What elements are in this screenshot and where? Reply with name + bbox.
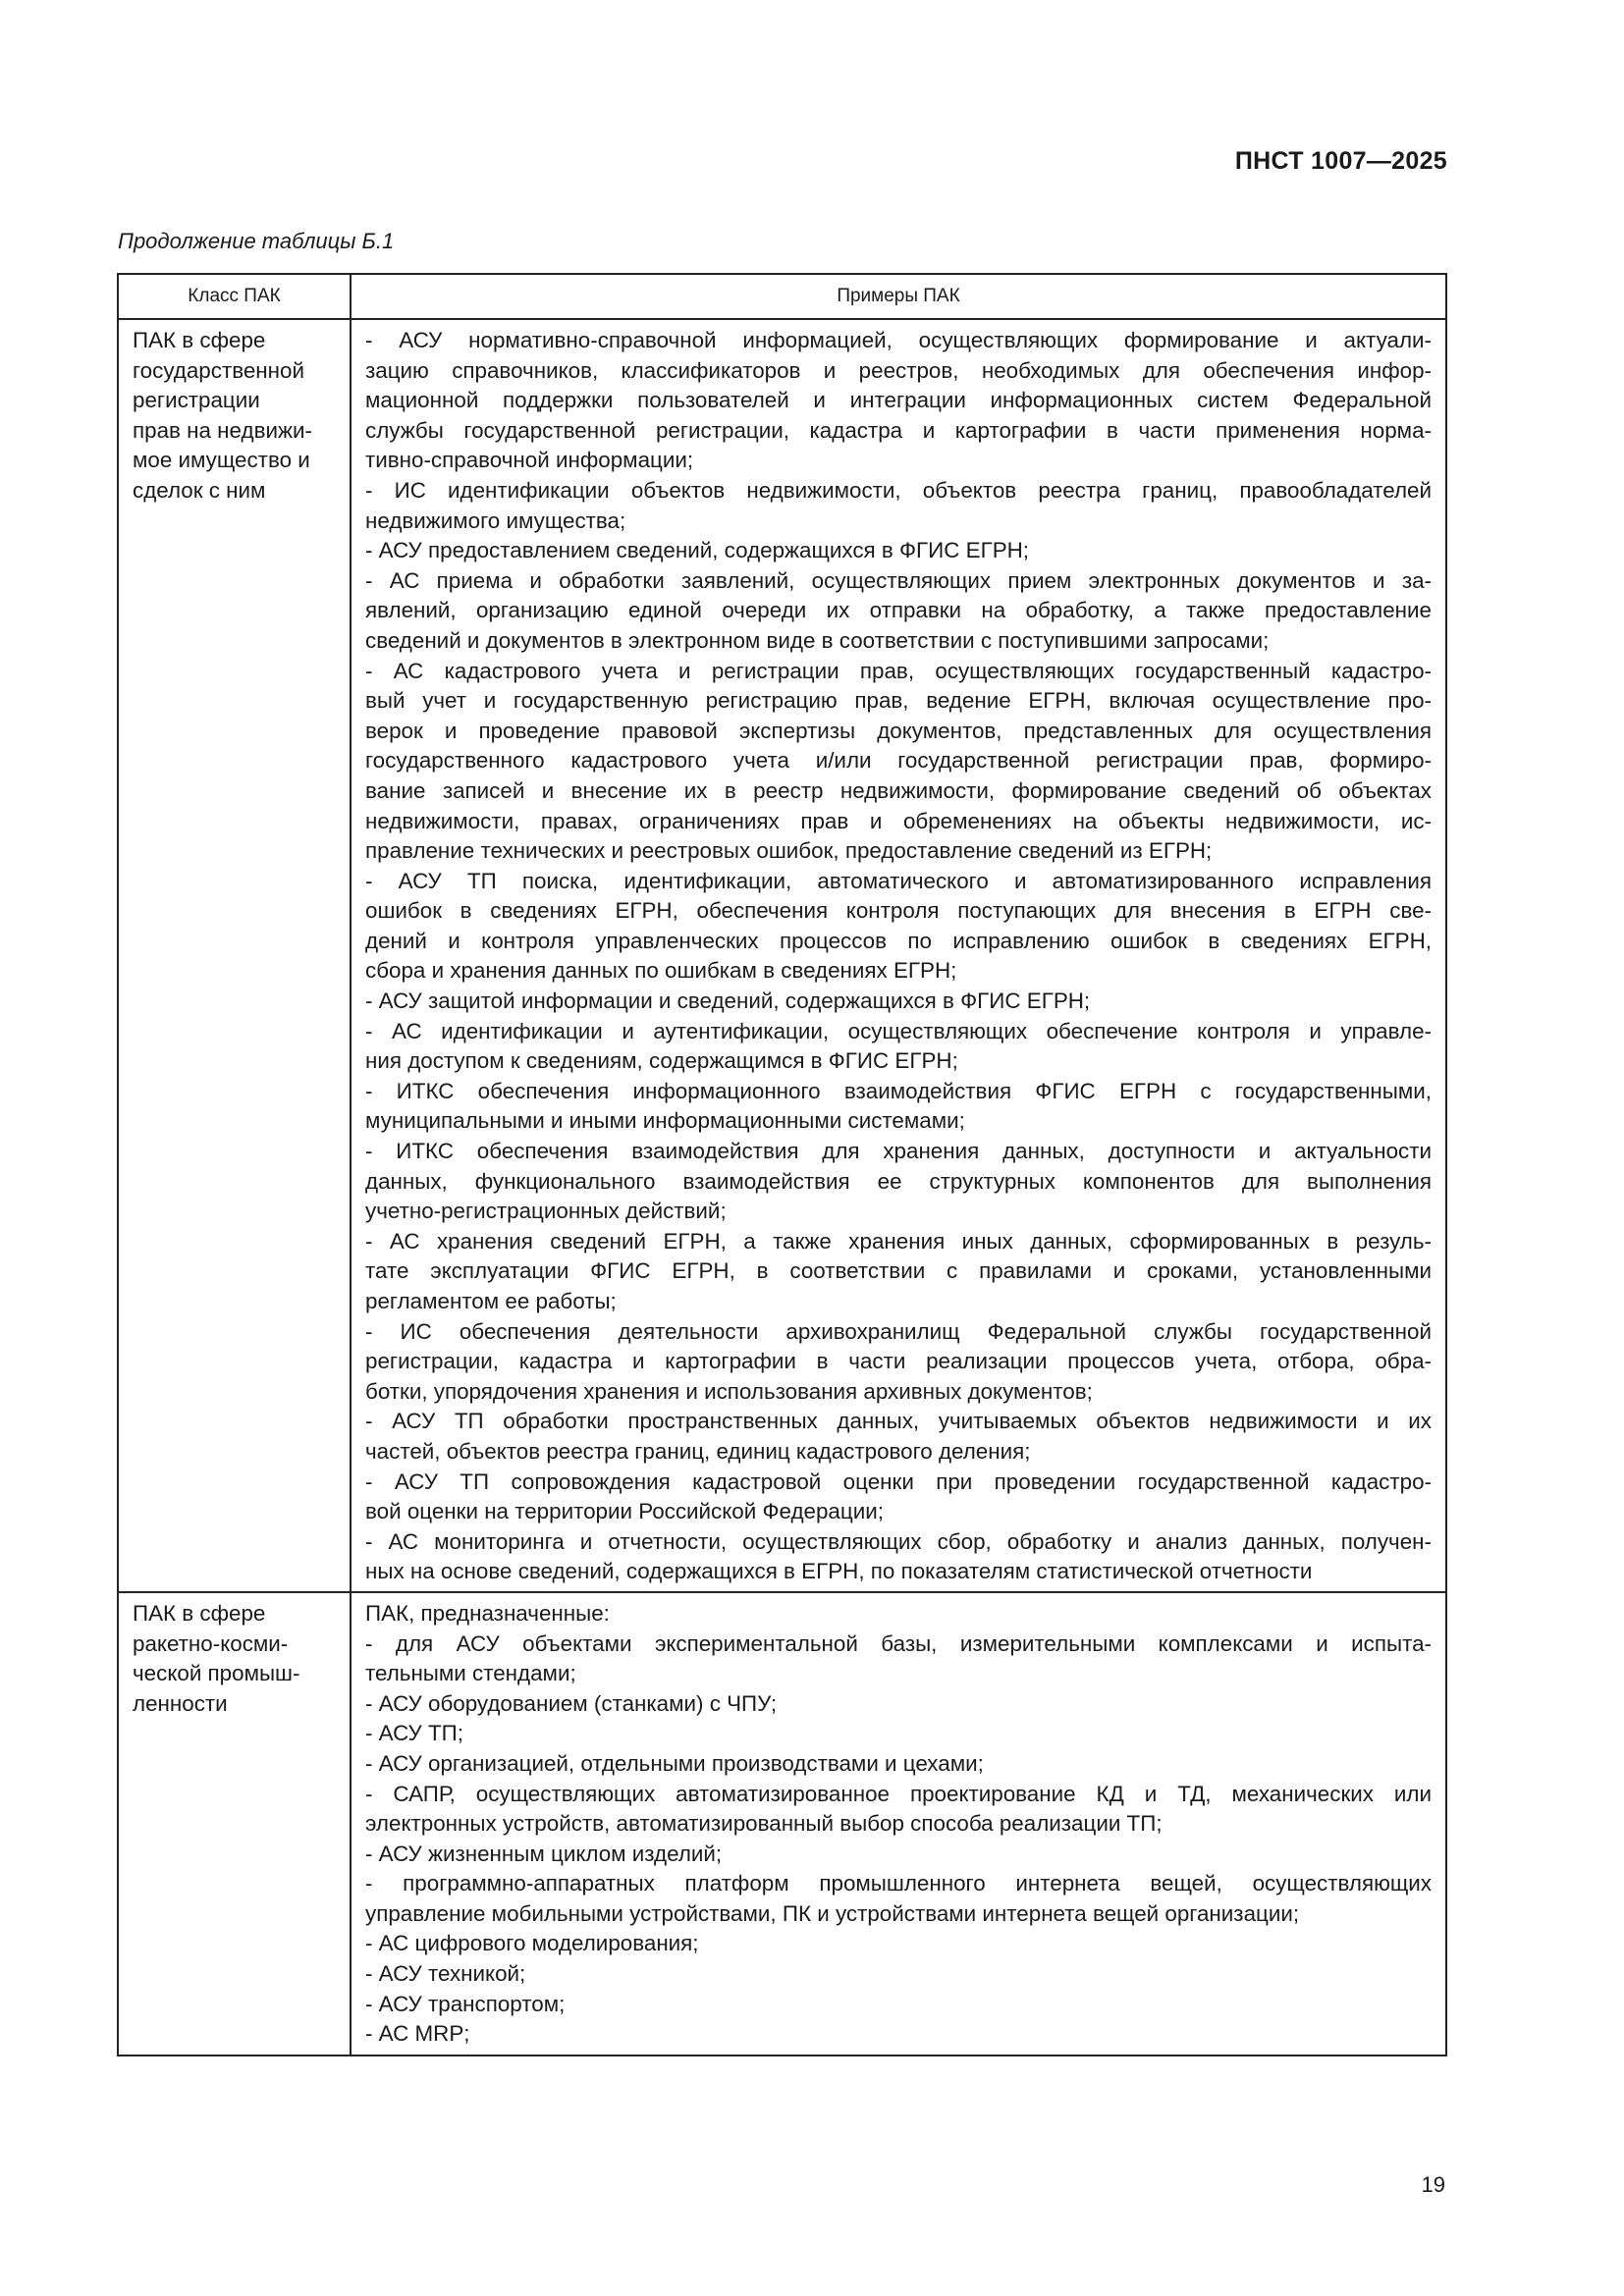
cell-text-line: - АС хранения сведений ЕГРН, а также хранения иных данных, сформированных в резуль- [365, 1228, 1432, 1254]
column-header-class: Класс ПАК [118, 274, 351, 319]
cell-text-line: ошибок в сведениях ЕГРН, обеспечения контроля поступающих для внесения в ЕГРН све- [365, 898, 1432, 924]
cell-text-line: регламентом ее работы; [365, 1289, 617, 1313]
cell-text-line: - ИТКС обеспечения информационного взаимодействия ФГИС ЕГРН с государственными, [365, 1078, 1432, 1103]
cell-text-line: явлений, организацию единой очереди их отправки на обработку, а также предоставление [365, 598, 1432, 623]
cell-text-line: ния доступом к сведениям, содержащимся в ФГИС ЕГРН; [365, 1048, 958, 1074]
cell-text-line: данных, функционального взаимодействия ее структурных компонентов для выполнения [365, 1168, 1432, 1194]
cell-text-line: вой оценки на территории Российской Федерации; [365, 1499, 884, 1524]
table-row [118, 319, 1446, 1592]
cell-text-line: государственного кадастрового учета и/или государственной регистрации прав, формиро- [365, 748, 1432, 774]
examples-cell [351, 319, 1446, 1592]
cell-text-line: - АС цифрового моделирования; [365, 1931, 699, 1956]
cell-text-line: ПАК, предназначенные: [365, 1600, 610, 1626]
cell-text-line: частей, объектов реестра границ, единиц кадастрового деления; [365, 1438, 1031, 1464]
cell-text-line: правление технических и реестровых ошибок, предоставление сведений из ЕГРН; [365, 838, 1213, 864]
class-cell [118, 1592, 351, 2056]
cell-text-line: - для АСУ объектами экспериментальной базы, измерительными комплексами и испыта- [365, 1630, 1432, 1656]
cell-text-line: электронных устройств, автоматизированный выбор способа реализации ТП; [365, 1811, 1163, 1837]
cell-text-line: - ИС идентификации объектов недвижимости, объектов реестра границ, правообладателей [365, 477, 1432, 503]
cell-text-line: регистрации [133, 388, 260, 413]
cell-text-line: вый учет и государственную регистрацию прав, ведение ЕГРН, включая осуществление про- [365, 688, 1432, 714]
column-header-examples: Примеры ПАК [351, 274, 1446, 319]
table-caption: Продолжение таблицы Б.1 [118, 229, 395, 253]
document-code: ПНСТ 1007—2025 [1234, 147, 1447, 175]
cell-text-line: зацию справочников, классификаторов и реестров, необходимых для обеспечения инфор- [365, 357, 1432, 383]
cell-text-line: сделок с ним [133, 477, 266, 503]
cell-text-line: ПАК в сфере [133, 328, 266, 352]
examples-cell [351, 1592, 1446, 2056]
cell-text-line: - АСУ ТП обработки пространственных данных, учитываемых объектов недвижимости и их [365, 1409, 1432, 1434]
cell-text-line: - ИС обеспечения деятельности архивохранилищ Федеральной службы государственной [365, 1318, 1432, 1344]
cell-text-line: - ИТКС обеспечения взаимодействия для хранения данных, доступности и актуальности [365, 1139, 1432, 1164]
cell-text-line: - АСУ транспортом; [365, 1991, 566, 2016]
cell-text-line: сведений и документов в электронном виде в соответствии с поступившими запросами; [365, 627, 1270, 653]
cell-text-line: муниципальными и иными информационными системами; [365, 1108, 965, 1134]
cell-text-line: - АСУ ТП поиска, идентификации, автоматического и автоматизированного исправления [365, 868, 1432, 893]
cell-text-line: ботки, упорядочения хранения и использования архивных документов; [365, 1378, 1093, 1404]
cell-text-line: службы государственной регистрации, кадастра и картографии в части применения норма- [365, 417, 1432, 443]
table-header-row [118, 274, 1446, 319]
cell-text-line: ческой промыш- [133, 1661, 300, 1686]
cell-text-line: верок и проведение правовой экспертизы документов, представленных для осуществления [365, 718, 1432, 743]
cell-text-line: прав на недвижи- [133, 417, 312, 443]
cell-text-line: - АС приема и обработки заявлений, осуществляющих прием электронных документов и за- [365, 567, 1432, 593]
cell-text-line: недвижимости, правах, ограничениях прав и обременениях на объекты недвижимости, ис- [365, 808, 1432, 833]
cell-text-line: - АСУ ТП; [365, 1721, 463, 1746]
cell-text-line: - АСУ защитой информации и сведений, содержащихся в ФГИС ЕГРН; [365, 988, 1091, 1014]
cell-text-line: учетно-регистрационных действий; [365, 1199, 727, 1224]
cell-text-line: - АСУ предоставлением сведений, содержащихся в ФГИС ЕГРН; [365, 538, 1030, 563]
cell-text-line: тельными стендами; [365, 1661, 576, 1686]
cell-text-line: ленности [133, 1690, 228, 1716]
cell-text-line: - АС кадастрового учета и регистрации прав, осуществляющих государственный кадастро- [365, 658, 1432, 683]
page-number: 19 [1421, 2172, 1445, 2197]
cell-text-line: - АСУ оборудованием (станками) с ЧПУ; [365, 1690, 778, 1716]
cell-text-line: - АСУ техникой; [365, 1961, 526, 1987]
cell-text-line: мое имущество и [133, 448, 310, 473]
cell-text-line: ных на основе сведений, содержащихся в ЕГРН, по показателям статистической отчетности [365, 1559, 1313, 1584]
cell-text-line: сбора и хранения данных по ошибкам в сведениях ЕГРН; [365, 958, 957, 984]
cell-text-line: ракетно-косми- [133, 1630, 289, 1656]
table-row [118, 1592, 1446, 2056]
cell-text-line: государственной [133, 357, 304, 383]
cell-text-line: - АСУ организацией, отдельными производствами и цехами; [365, 1750, 984, 1776]
cell-text-line: управление мобильными устройствами, ПК и устройствами интернета вещей организации; [365, 1900, 1300, 1926]
cell-text-line: - АС мониторинга и отчетности, осуществляющих сбор, обработку и анализ данных, получен- [365, 1528, 1432, 1554]
cell-text-line: - АС идентификации и аутентификации, осуществляющих обеспечение контроля и управле- [365, 1018, 1432, 1043]
table-b1 [117, 273, 1447, 2056]
cell-text-line: вание записей и внесение их в реестр недвижимости, формирование сведений об объектах [365, 777, 1432, 803]
cell-text-line: тате эксплуатации ФГИС ЕГРН, в соответствии с правилами и сроками, установленными [365, 1258, 1432, 1284]
cell-text-line: - САПР, осуществляющих автоматизированное проектирование КД и ТД, механических или [365, 1781, 1432, 1806]
cell-text-line: тивно-справочной информации; [365, 448, 694, 473]
class-cell [118, 319, 351, 1592]
cell-text-line: - АСУ ТП сопровождения кадастровой оценки при проведении государственной кадастро- [365, 1468, 1432, 1494]
cell-text-line: - АС MRP; [365, 2021, 470, 2047]
cell-text-line: мационной поддержки пользователей и интеграции информационных систем Федеральной [365, 388, 1432, 413]
cell-text-line: недвижимого имущества; [365, 507, 626, 533]
cell-text-line: - АСУ нормативно-справочной информацией, осуществляющих формирование и актуали- [365, 328, 1432, 352]
cell-text-line: дений и контроля управленческих процессов по исправлению ошибок в сведениях ЕГРН, [365, 928, 1432, 953]
cell-text-line: ПАК в сфере [133, 1600, 266, 1626]
cell-text-line: - программно-аппаратных платформ промышленного интернета вещей, осуществляющих [365, 1871, 1432, 1896]
cell-text-line: регистрации, кадастра и картографии в части реализации процессов учета, отбора, обра- [365, 1349, 1432, 1374]
cell-text-line: - АСУ жизненным циклом изделий; [365, 1841, 723, 1866]
